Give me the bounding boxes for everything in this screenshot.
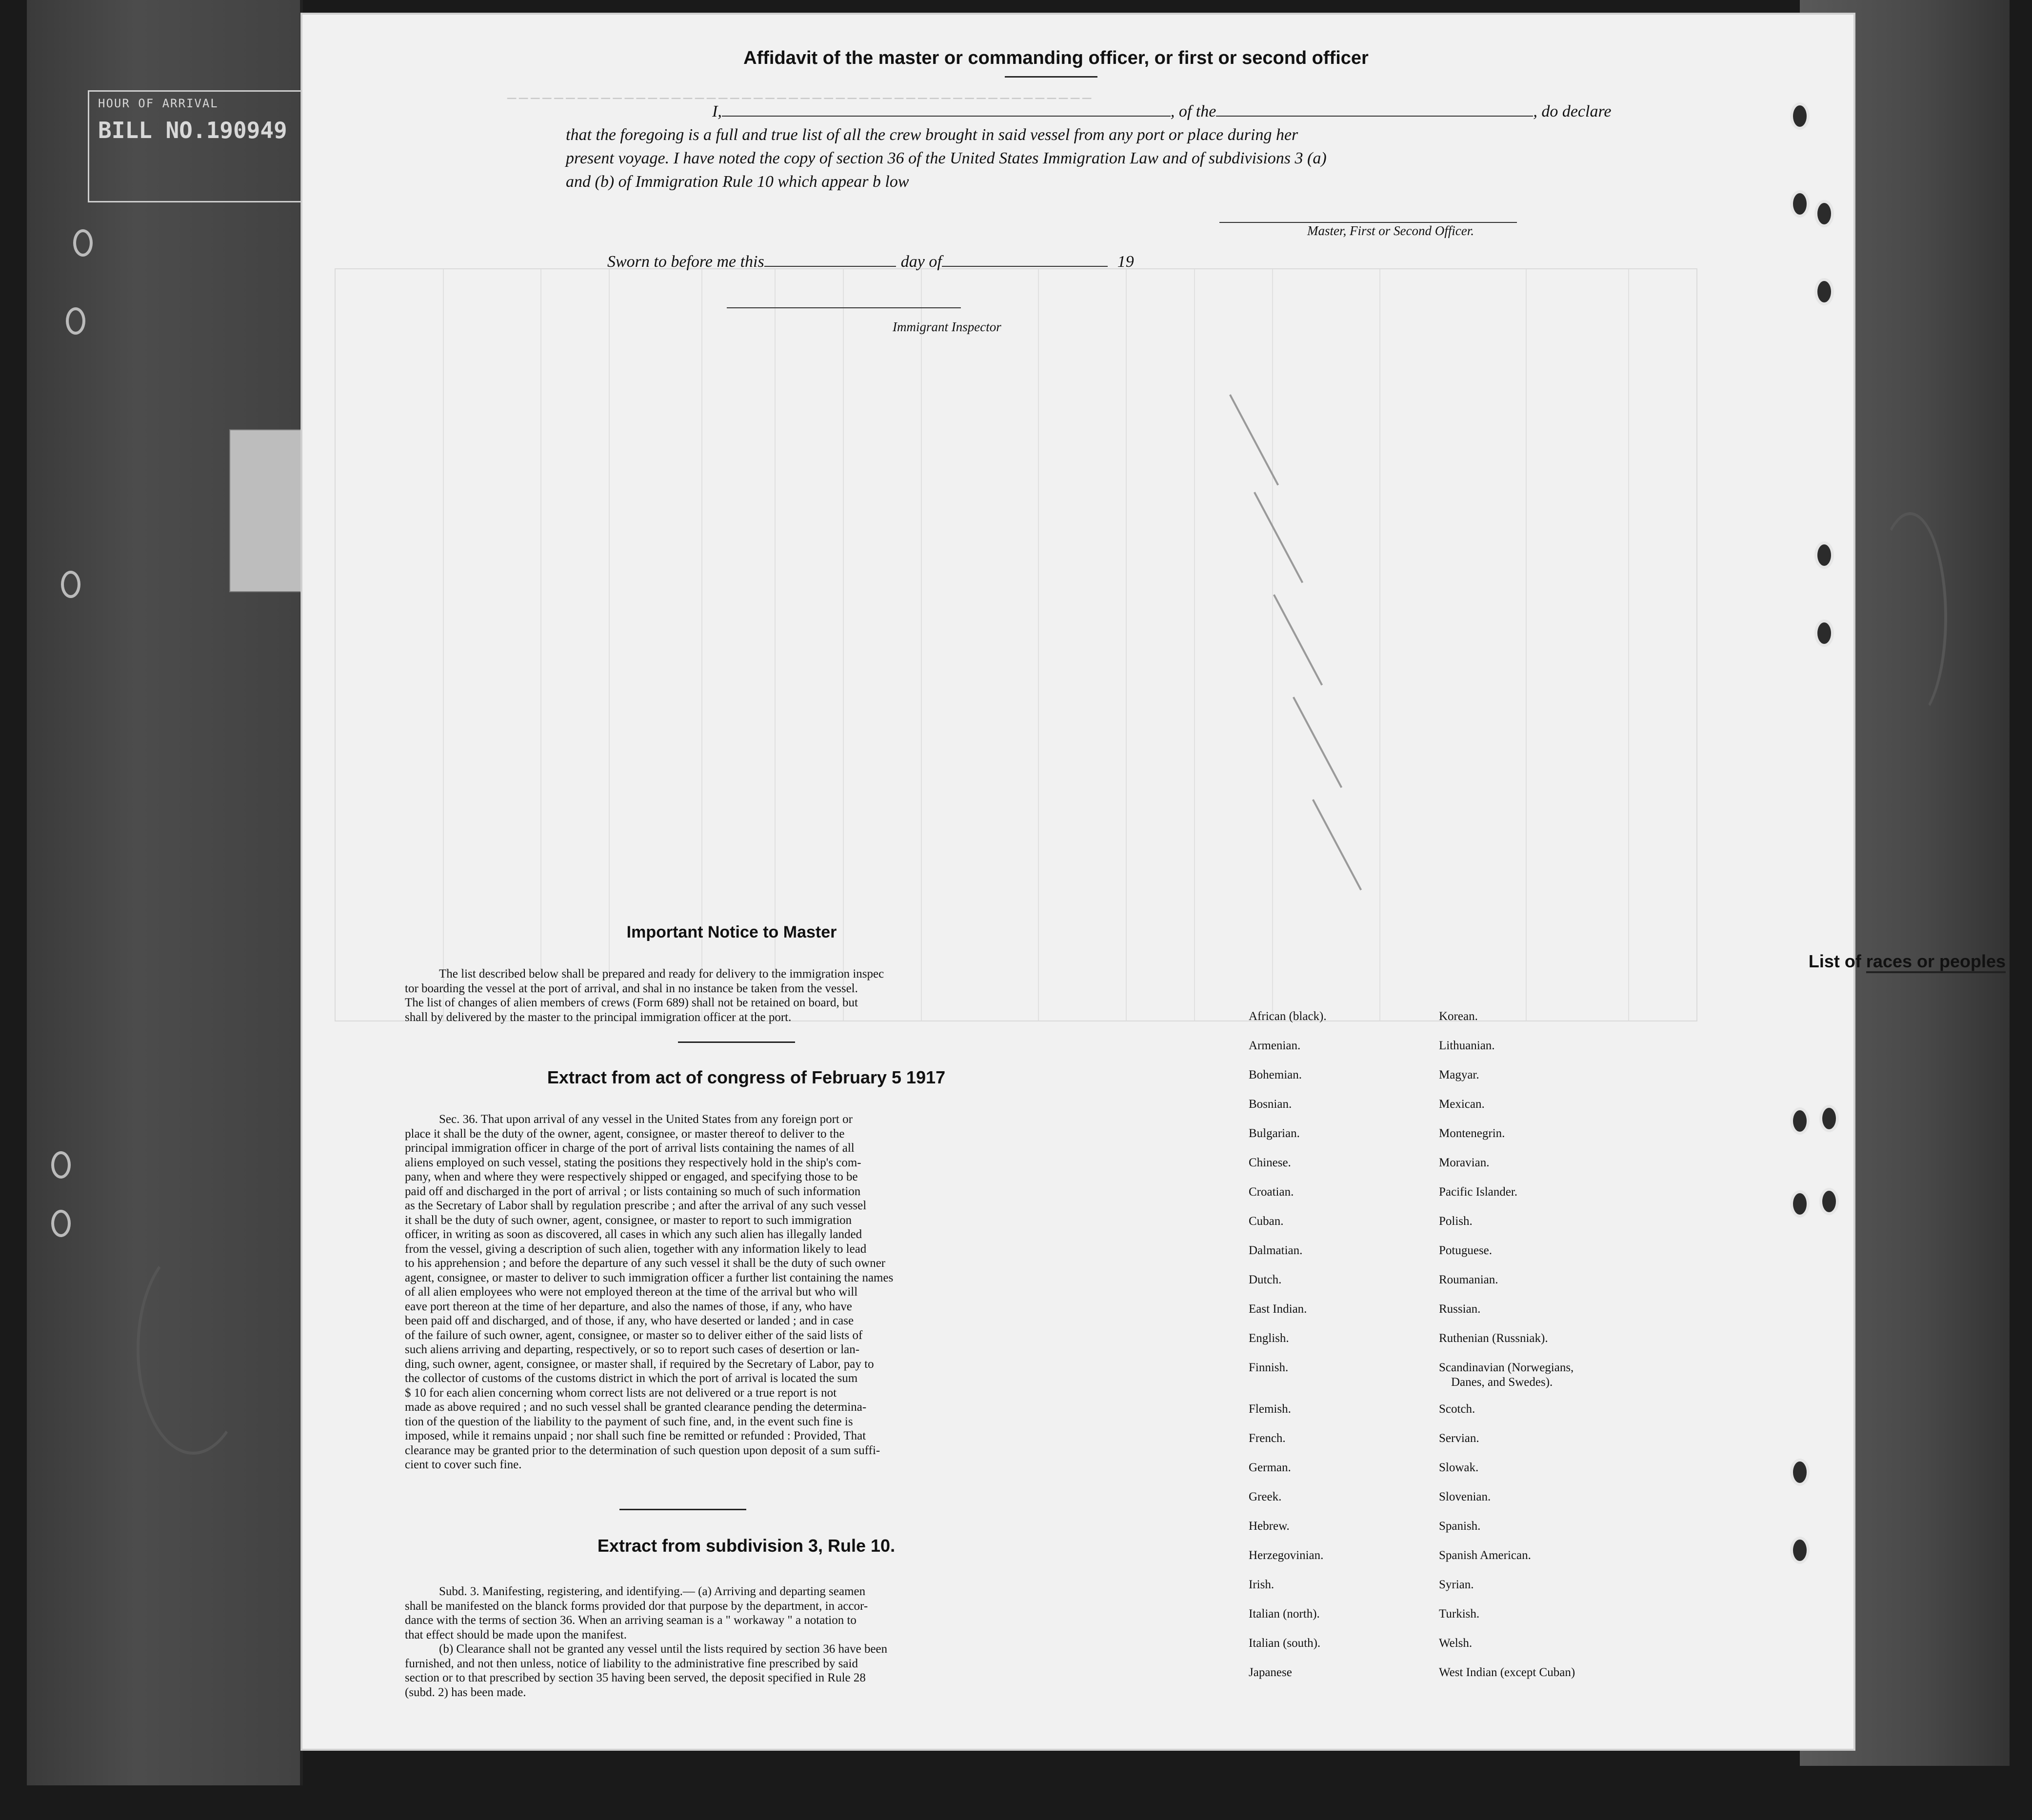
rule-extract-body bbox=[405, 1584, 1078, 1700]
races-title-a: List of bbox=[1808, 951, 1861, 971]
race-left: Dalmatian. bbox=[1249, 1244, 1303, 1257]
race-left: Irish. bbox=[1249, 1578, 1275, 1591]
race-right: Spanish American. bbox=[1439, 1549, 1531, 1562]
rule-line: furnished, and not then unless, notice of liability to the administrative fine prescribed by said bbox=[405, 1657, 858, 1670]
race-right: Korean. bbox=[1439, 1010, 1478, 1023]
rule-line: section or to that prescribed by section 35 having been served, the deposit specified in Rule 28 bbox=[405, 1671, 866, 1684]
act-line: paid off and discharged in the port of arrival ; or lists containing so much of such information bbox=[405, 1184, 861, 1198]
races-title bbox=[1761, 951, 2032, 972]
race-left: Italian (south). bbox=[1249, 1637, 1321, 1650]
affidavit-line2: that the foregoing is a full and true list of all the crew brought in said vessel from any port or place during her bbox=[566, 126, 1298, 144]
binder-hole bbox=[1814, 620, 1834, 647]
act-line: it shall be the duty of such owner, agent, consignee, or master to report to such immigration bbox=[405, 1213, 852, 1227]
race-left: Greek. bbox=[1249, 1490, 1282, 1503]
binder-hole bbox=[1790, 102, 1810, 130]
arrival-stamp bbox=[88, 90, 302, 202]
affidavit-I: I, bbox=[712, 102, 722, 120]
race-right: Moravian. bbox=[1439, 1156, 1490, 1169]
bleed-through-text: ────────────────────────────────────────────────── bbox=[507, 90, 1095, 107]
act-line: been paid off and discharged, and of those, if any, who have deserted or landed ; and in case bbox=[405, 1314, 854, 1327]
binder-hole bbox=[73, 229, 93, 257]
notice-line: The list described below shall be prepared and ready for delivery to the immigration inspec bbox=[439, 967, 884, 980]
sworn-line bbox=[607, 253, 1134, 271]
act-line: agent, consignee, or master to deliver to such immigration officer a further list containing the names bbox=[405, 1271, 894, 1284]
act-line: of the failure of such owner, agent, consignee, or master so to deliver either of the said lists of bbox=[405, 1328, 863, 1342]
act-line: pany, when and where they were respectively shipped or engaged, and specifying those to be bbox=[405, 1170, 858, 1183]
act-line: of all alien employees who were not employed thereon at the time of the arrival but who will bbox=[405, 1285, 858, 1299]
rule-line: (subd. 2) has been made. bbox=[405, 1685, 526, 1699]
inspector-label: Immigrant Inspector bbox=[893, 320, 1001, 334]
act-line: imposed, while it remains unpaid ; nor shall such fine be remitted or refunded : Provided, That bbox=[405, 1429, 866, 1442]
race-right: Syrian. bbox=[1439, 1578, 1474, 1591]
act-line: clearance may be granted prior to the determination of such question upon deposit of a sum suffi- bbox=[405, 1443, 880, 1457]
race-left: African (black). bbox=[1249, 1010, 1327, 1023]
act-line: such aliens arriving and departing, respectively, or so to report such cases of desertion or lan- bbox=[405, 1343, 860, 1356]
race-left: German. bbox=[1249, 1461, 1291, 1474]
act-line: principal immigration officer in charge of the port of arrival lists containing the names of all bbox=[405, 1141, 855, 1155]
affidavit-of-the: , of the bbox=[1170, 102, 1216, 120]
year-prefix: 19 bbox=[1117, 253, 1134, 271]
race-left: Croatian. bbox=[1249, 1185, 1294, 1199]
act-line: eave port thereon at the time of her departure, and also the names of those, if any, who have bbox=[405, 1300, 852, 1313]
divider bbox=[1005, 76, 1097, 78]
inspector-signature-line bbox=[727, 307, 961, 308]
binder-hole bbox=[1819, 1188, 1839, 1215]
race-right: Scandinavian (Norwegians, bbox=[1439, 1361, 1574, 1374]
race-left: Flemish. bbox=[1249, 1402, 1291, 1416]
vessel-blank bbox=[1216, 105, 1533, 117]
affidavit-line4: and (b) of Immigration Rule 10 which appear b low bbox=[566, 173, 909, 191]
race-right: Polish. bbox=[1439, 1215, 1473, 1228]
races-title-b: races or peoples bbox=[1866, 951, 2006, 973]
act-line: aliens employed on such vessel, stating the positions they respectively hold in the ship's com- bbox=[405, 1156, 861, 1169]
race-left: Italian (north). bbox=[1249, 1607, 1320, 1620]
race-left: Dutch. bbox=[1249, 1273, 1282, 1286]
binder-hole bbox=[1814, 541, 1834, 569]
race-right: Slowak. bbox=[1439, 1461, 1479, 1474]
race-left: Bulgarian. bbox=[1249, 1127, 1300, 1140]
affidavit-title: Affidavit of the master or commanding officer, or first or second officer bbox=[743, 48, 1369, 68]
rule-extract-title: Extract from subdivision 3, Rule 10. bbox=[597, 1536, 896, 1556]
race-right: Ruthenian (Russniak). bbox=[1439, 1332, 1548, 1345]
month-blank bbox=[942, 255, 1108, 267]
underlying-sheet-left bbox=[27, 0, 303, 1785]
binder-hole bbox=[1790, 1459, 1810, 1486]
day-blank bbox=[764, 255, 896, 267]
binder-hole bbox=[1790, 1107, 1810, 1135]
signature-label: Master, First or Second Officer. bbox=[1307, 223, 1474, 238]
act-line: as the Secretary of Labor shall by regulation prescribe ; and after the arrival of any such vessel bbox=[405, 1199, 867, 1212]
notice-body bbox=[405, 967, 1078, 1024]
act-line: from the vessel, giving a description of such alien, together with any information likely to lead bbox=[405, 1242, 867, 1256]
race-right: Welsh. bbox=[1439, 1637, 1473, 1650]
race-right: Russian. bbox=[1439, 1302, 1481, 1316]
race-right: Pacific Islander. bbox=[1439, 1185, 1518, 1199]
affidavit-line3: present voyage. I have noted the copy of section 36 of the United States Immigration Law and of subdivisions 3 (a) bbox=[566, 149, 1327, 167]
race-left: Cuban. bbox=[1249, 1215, 1284, 1228]
sworn-text: Sworn to before me this bbox=[607, 253, 764, 271]
race-left: Bosnian. bbox=[1249, 1098, 1292, 1111]
handwritten-mark bbox=[1873, 512, 1947, 723]
binder-hole bbox=[51, 1151, 71, 1179]
race-right: Roumanian. bbox=[1439, 1273, 1498, 1286]
act-line: officer, in writing as soon as discovered, all cases in which any such alien has illegally landed bbox=[405, 1228, 862, 1241]
race-right: Danes, and Swedes). bbox=[1451, 1376, 1553, 1389]
act-line: cient to cover such fine. bbox=[405, 1458, 522, 1471]
race-right: West Indian (except Cuban) bbox=[1439, 1666, 1575, 1679]
affidavit-do-declare: , do declare bbox=[1533, 102, 1612, 120]
handwritten-mark bbox=[137, 1244, 250, 1455]
race-right: Magyar. bbox=[1439, 1068, 1479, 1081]
race-left: Armenian. bbox=[1249, 1039, 1301, 1052]
race-right: Mexican. bbox=[1439, 1098, 1485, 1111]
race-left: East Indian. bbox=[1249, 1302, 1307, 1316]
notice-line: The list of changes of alien members of crews (Form 689) shall not be retained on board, but bbox=[405, 996, 858, 1009]
crew-manifest-page bbox=[302, 15, 2006, 1749]
attached-slip bbox=[229, 429, 314, 592]
day-of-text: day of bbox=[900, 253, 942, 271]
race-right: Potuguese. bbox=[1439, 1244, 1493, 1257]
race-left: Herzegovinian. bbox=[1249, 1549, 1324, 1562]
act-line: Sec. 36. That upon arrival of any vessel in the United States from any foreign port or bbox=[439, 1113, 853, 1126]
race-right: Turkish. bbox=[1439, 1607, 1480, 1620]
rule-line: shall be manifested on the blanck forms provided dor that purpose by the department, in accor- bbox=[405, 1599, 868, 1613]
act-line: ding, such owner, agent, consignee, or master shall, if required by the Secretary of Labor, pay to bbox=[405, 1357, 874, 1371]
stamp-line2: BILL NO. bbox=[98, 117, 206, 143]
race-right: Servian. bbox=[1439, 1432, 1479, 1445]
binder-hole bbox=[61, 571, 80, 598]
name-blank bbox=[722, 105, 1171, 117]
affidavit-declaration-line bbox=[600, 102, 1612, 121]
rule-line: that effect should be made upon the manifest. bbox=[405, 1628, 627, 1641]
act-line: $ 10 for each alien concerning whom correct lists are not delivered or a true report is not bbox=[405, 1386, 837, 1400]
binder-hole bbox=[1790, 190, 1810, 218]
binder-hole bbox=[1814, 278, 1834, 305]
race-left: French. bbox=[1249, 1432, 1286, 1445]
notice-title: Important Notice to Master bbox=[626, 923, 837, 941]
race-left: Hebrew. bbox=[1249, 1520, 1290, 1533]
race-right: Scotch. bbox=[1439, 1402, 1475, 1416]
race-right: Slovenian. bbox=[1439, 1490, 1491, 1503]
rule-line: dance with the terms of section 36. When an arriving seaman is a " workaway " a notation to bbox=[405, 1614, 857, 1627]
act-extract-title: Extract from act of congress of February 5 1917 bbox=[547, 1067, 946, 1087]
race-right: Lithuanian. bbox=[1439, 1039, 1495, 1052]
race-left: Japanese bbox=[1249, 1666, 1292, 1679]
act-line: place it shall be the duty of the owner, agent, consignee, or master thereof to deliver to the bbox=[405, 1127, 845, 1140]
binder-hole bbox=[1814, 200, 1834, 227]
act-line: the collector of customs of the customs district in which the port of arrival is located the sum bbox=[405, 1372, 858, 1385]
binder-hole bbox=[51, 1210, 71, 1237]
act-extract-body bbox=[405, 1112, 1078, 1472]
race-left: Finnish. bbox=[1249, 1361, 1289, 1374]
act-line: made as above required ; and no such vessel shall be granted clearance pending the determina- bbox=[405, 1400, 867, 1414]
notice-line: tor boarding the vessel at the port of arrival, and shal in no instance be taken from the vessel. bbox=[405, 981, 858, 995]
rule-line: Subd. 3. Manifesting, registering, and identifying.— (a) Arriving and departing seamen bbox=[439, 1585, 866, 1598]
race-left: English. bbox=[1249, 1332, 1289, 1345]
manifest-grid-bleed bbox=[335, 268, 1697, 1021]
rule-line: (b) Clearance shall not be granted any vessel until the lists required by section 36 have been bbox=[439, 1642, 888, 1656]
notice-line: shall by delivered by the master to the principal immigration officer at the port. bbox=[405, 1010, 792, 1024]
divider bbox=[678, 1041, 795, 1043]
binder-hole bbox=[1790, 1190, 1810, 1218]
act-line: tion of the question of the liability to the payment of such fine, and, in the event such fine is bbox=[405, 1415, 853, 1428]
signature-line bbox=[1219, 222, 1517, 223]
binder-hole bbox=[1819, 1105, 1839, 1132]
race-left: Bohemian. bbox=[1249, 1068, 1302, 1081]
race-right: Montenegrin. bbox=[1439, 1127, 1505, 1140]
stamp-number: 190949 bbox=[206, 117, 287, 143]
binder-hole bbox=[1790, 1537, 1810, 1564]
race-right: Spanish. bbox=[1439, 1520, 1481, 1533]
divider bbox=[619, 1509, 746, 1510]
act-line: to his apprehension ; and before the departure of any such vessel it shall be the duty of such owner bbox=[405, 1257, 886, 1270]
stamp-line1: HOUR OF ARRIVAL bbox=[98, 97, 219, 110]
binder-hole bbox=[66, 307, 85, 335]
race-left: Chinese. bbox=[1249, 1156, 1291, 1169]
